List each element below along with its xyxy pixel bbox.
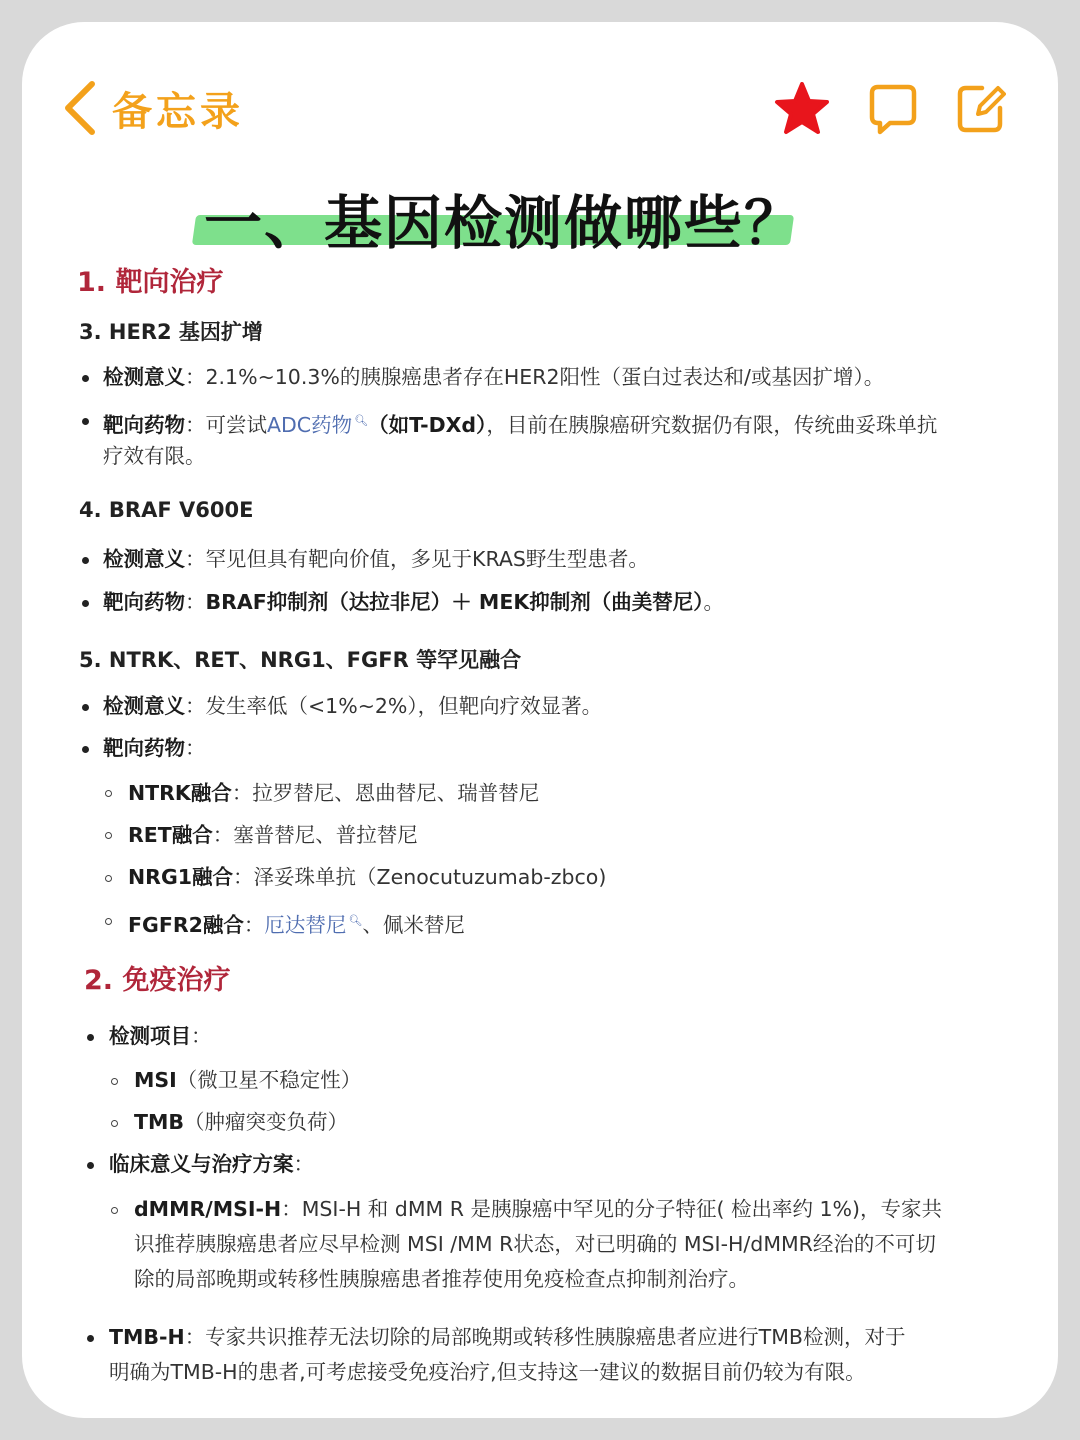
bullet bbox=[87, 1034, 94, 1041]
page-title: 一、基因检测做哪些？ bbox=[194, 172, 794, 252]
bullet bbox=[87, 1335, 94, 1342]
bullet bbox=[82, 600, 89, 607]
sub-bullet bbox=[111, 1207, 118, 1214]
link-erdafitinib[interactable]: 厄达替尼 bbox=[264, 912, 347, 937]
bullet bbox=[82, 746, 89, 753]
list-item: TMB-H：专家共识推荐无法切除的局部晚期或转移性胰腺癌患者应进行TMB检测，对于 bbox=[109, 1325, 906, 1349]
back-label: 备忘录 bbox=[112, 88, 244, 135]
sub-list-item: TMB（肿瘤突变负荷） bbox=[134, 1110, 349, 1134]
bullet bbox=[82, 704, 89, 711]
search-icon: 🔍︎ bbox=[354, 414, 369, 427]
sub-list-item: NTRK融合：拉罗替尼、恩曲替尼、瑞普替尼 bbox=[128, 781, 540, 805]
sub-list-item: FGFR2融合：厄达替尼 🔍︎、佩米替尼 bbox=[128, 912, 465, 937]
sub-list-item: MSI（微卫星不稳定性） bbox=[134, 1068, 362, 1092]
list-item: 检测意义：罕见但具有靶向价值，多见于KRAS野生型患者。 bbox=[103, 547, 649, 571]
edit-icon[interactable] bbox=[956, 82, 1006, 140]
sub-list-item: RET融合：塞普替尼、普拉替尼 bbox=[128, 823, 418, 847]
bullet bbox=[87, 1162, 94, 1169]
subheading-her2: 3. HER2 基因扩增 bbox=[79, 320, 263, 344]
subheading-fusions: 5. NTRK、RET、NRG1、FGFR 等罕见融合 bbox=[79, 648, 522, 672]
bullet bbox=[82, 418, 89, 425]
star-icon[interactable] bbox=[774, 82, 830, 140]
list-item: 检测意义：发生率低（<1%~2%），但靶向疗效显著。 bbox=[103, 694, 603, 718]
list-item: 靶向药物： bbox=[103, 736, 206, 760]
list-item: 靶向药物：BRAF抑制剂（达拉非尼）＋ MEK抑制剂（曲美替尼）。 bbox=[103, 590, 724, 614]
nav-actions bbox=[736, 82, 1006, 140]
sub-list-item: NRG1融合：泽妥珠单抗（Zenocutuzumab-zbco) bbox=[128, 865, 607, 889]
list-item: 靶向药物：可尝试ADC药物 🔍︎（如T-DXd），目前在胰腺癌研究数据仍有限，传统曲妥珠单抗 bbox=[103, 412, 938, 437]
sub-list-item-continued: 识推荐胰腺癌患者应尽早检测 MSI /MM R状态，对已明确的 MSI-H/dMMR经治的不可切 bbox=[134, 1232, 936, 1256]
list-item: 临床意义与治疗方案： bbox=[109, 1152, 314, 1176]
list-item-continued: 疗效有限。 bbox=[103, 444, 206, 468]
chevron-left-icon bbox=[62, 80, 98, 136]
note-card bbox=[22, 22, 1058, 1418]
bullet bbox=[82, 375, 89, 382]
section-heading-immuno: 2. 免疫治疗 bbox=[84, 965, 231, 996]
sub-list-item-continued: 除的局部晚期或转移性胰腺癌患者推荐使用免疫检查点抑制剂治疗。 bbox=[134, 1267, 749, 1291]
bullet bbox=[82, 557, 89, 564]
sub-bullet bbox=[105, 832, 112, 839]
sub-bullet bbox=[105, 875, 112, 882]
subheading-braf: 4. BRAF V600E bbox=[79, 498, 254, 522]
sub-bullet bbox=[105, 918, 112, 925]
search-icon: 🔍︎ bbox=[348, 914, 363, 927]
sub-bullet bbox=[105, 790, 112, 797]
sub-bullet bbox=[111, 1120, 118, 1127]
list-item: 检测意义：2.1%~10.3%的胰腺癌患者存在HER2阳性（蛋白过表达和/或基因扩增）。 bbox=[103, 365, 885, 389]
sub-bullet bbox=[111, 1078, 118, 1085]
list-item-continued: 明确为TMB-H的患者,可考虑接受免疫治疗,但支持这一建议的数据目前仍较为有限。 bbox=[109, 1360, 866, 1384]
list-item: 检测项目： bbox=[109, 1024, 212, 1048]
link-adc[interactable]: ADC药物 bbox=[267, 412, 353, 437]
section-heading-targeted: 1. 靶向治疗 bbox=[77, 267, 224, 298]
back-button[interactable] bbox=[62, 78, 244, 138]
comment-icon[interactable] bbox=[868, 82, 918, 140]
sub-list-item: dMMR/MSI-H：MSI-H 和 dMM R 是胰腺癌中罕见的分子特征( 检出率约 1%)，专家共 bbox=[134, 1197, 943, 1221]
